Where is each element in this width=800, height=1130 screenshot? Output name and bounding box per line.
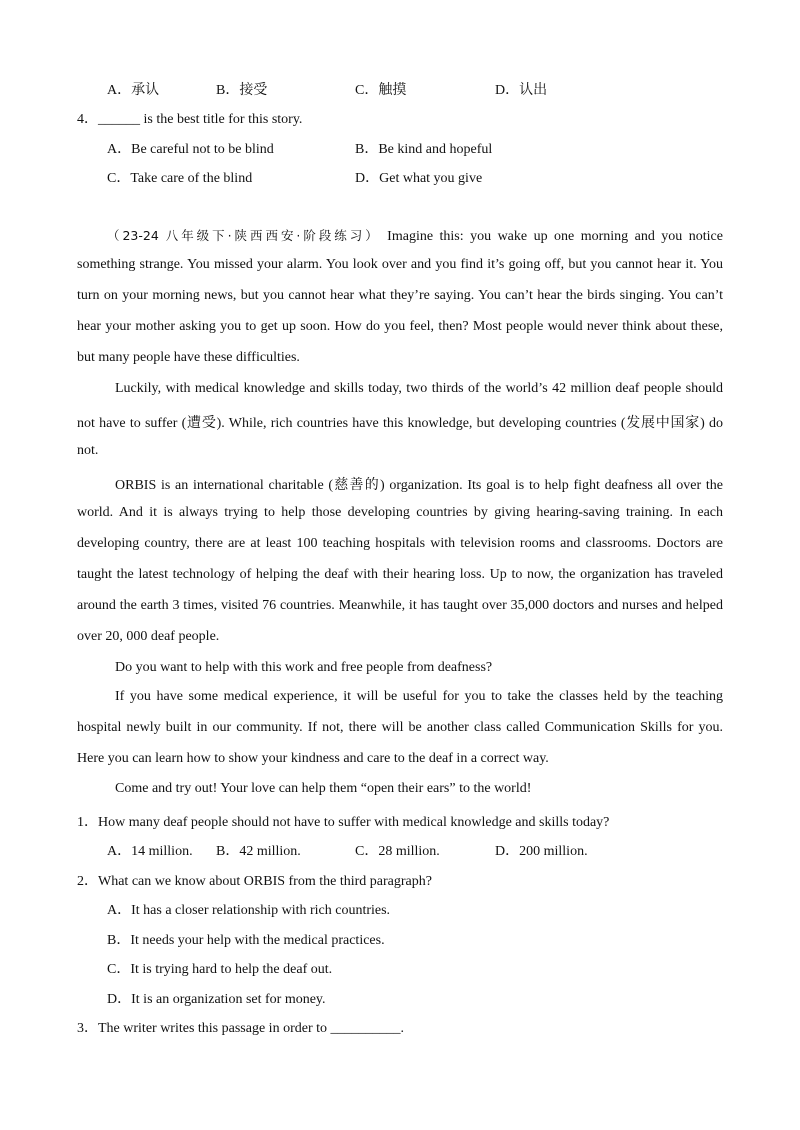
- question-2-option-b: B．It needs your help with the medical practices.: [107, 933, 385, 948]
- question-1-stem: 1．How many deaf people should not have to suffer with medical knowledge and skills today?: [77, 815, 610, 830]
- passage-p3-line-5: around the earth 3 times, visited 76 countries. Meanwhile, it has taught over 35,000 doctors and nurses and helped: [77, 598, 723, 613]
- question-1-option-d: D．200 million.: [495, 844, 588, 859]
- question-4-option-c: C．Take care of the blind: [107, 171, 253, 186]
- passage-p1-line-3: turn on your morning news, but you cannot hear what they’re saying. You can’t hear the birds singing. You can’t: [77, 288, 723, 303]
- prev-option-a: A．承认: [107, 83, 160, 98]
- passage-p1-line-2: something strange. You missed your alarm. You look over and you find it’s going off, but you cannot hear it. You: [77, 257, 723, 272]
- question-4-option-d: D．Get what you give: [355, 171, 483, 186]
- question-2-option-c: C．It is trying hard to help the deaf out.: [107, 962, 333, 977]
- prev-option-d: D．认出: [495, 83, 548, 98]
- passage-p3-line-4: taught the latest technology of helping the deaf with their hearing loss. Up to now, the organization has traveled: [77, 567, 723, 582]
- question-1-option-a: A．14 million.: [107, 844, 193, 859]
- passage-p5-line-3: Here you can learn how to show your kindness and care to the deaf in a correct way.: [77, 751, 549, 766]
- question-2-option-a: A．It has a closer relationship with rich countries.: [107, 903, 391, 918]
- passage-p3-line-1: ORBIS is an international charitable (慈善的) organization. Its goal is to help fight deafness all over the: [115, 478, 723, 493]
- passage-p2-line-2: not have to suffer (遭受). While, rich countries have this knowledge, but developing countries (发展中国家) do: [77, 416, 723, 431]
- question-2-stem: 2．What can we know about ORBIS from the third paragraph?: [77, 874, 432, 889]
- passage-p2-line-1: Luckily, with medical knowledge and skills today, two thirds of the world’s 42 million deaf people should: [115, 381, 723, 396]
- passage-p6: Come and try out! Your love can help them “open their ears” to the world!: [115, 781, 532, 796]
- question-1-option-c: C．28 million.: [355, 844, 440, 859]
- passage-p1-line-5: but many people have these difficulties.: [77, 350, 300, 365]
- question-2-option-d: D．It is an organization set for money.: [107, 992, 326, 1007]
- passage-p3-line-6: over 20, 000 deaf people.: [77, 629, 220, 644]
- question-4-option-b: B．Be kind and hopeful: [355, 142, 493, 157]
- prev-option-b: B．接受: [216, 83, 268, 98]
- passage-p5-line-1: If you have some medical experience, it will be useful for you to take the classes held by the teaching: [115, 689, 723, 704]
- passage-p2-line-3: not.: [77, 443, 99, 458]
- passage-p1-line-1: （23-24 八年级下·陕西西安·阶段练习） Imagine this: you wake up one morning and you notice: [107, 228, 723, 244]
- passage-p1-line-4: hear your mother asking you to get up soon. How do you feel, then? Most people would never think about these,: [77, 319, 723, 334]
- passage-p5-line-2: hospital newly built in our community. If not, there will be another class called Communication Skills for you.: [77, 720, 723, 735]
- question-4-stem: 4．______ is the best title for this story.: [77, 112, 303, 127]
- passage-p4: Do you want to help with this work and free people from deafness?: [115, 660, 493, 675]
- passage-p3-line-2: world. And it is always trying to help those developing countries by giving hearing-saving training. In each: [77, 505, 723, 520]
- question-3-stem: 3．The writer writes this passage in order to __________.: [77, 1021, 404, 1036]
- passage-p3-line-3: developing country, there are at least 100 teaching hospitals with television rooms and classrooms. Doctors are: [77, 536, 723, 551]
- question-4-option-a: A．Be careful not to be blind: [107, 142, 274, 157]
- question-1-option-b: B．42 million.: [216, 844, 301, 859]
- prev-option-c: C．触摸: [355, 83, 407, 98]
